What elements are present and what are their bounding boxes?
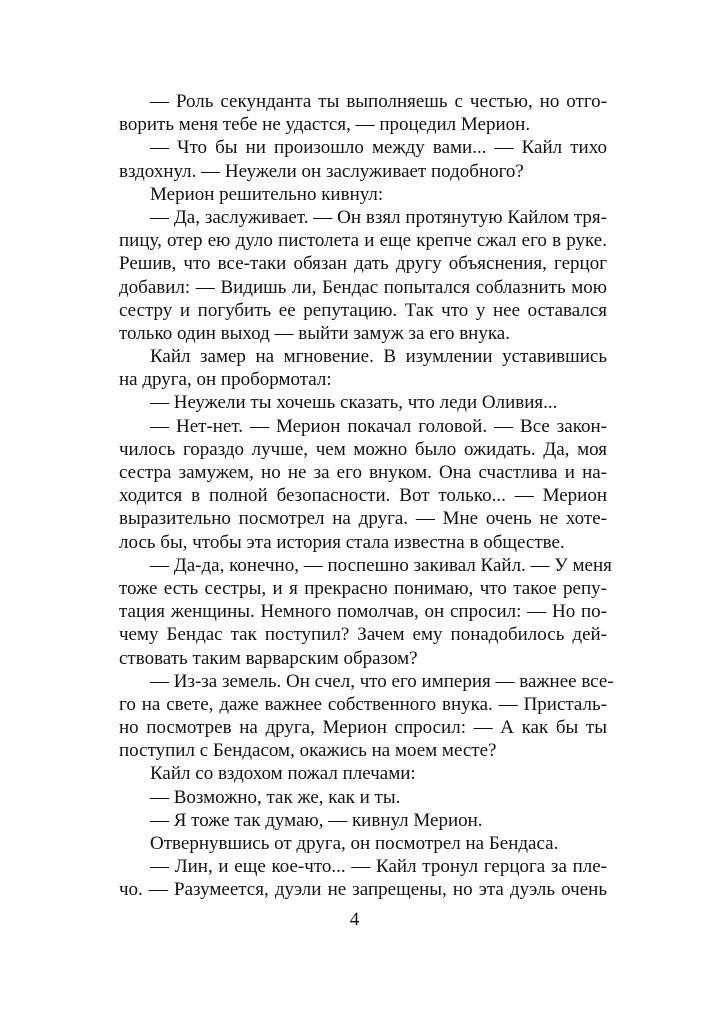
text-line: го на свете, даже важнее собственного внука. — Присталь- bbox=[119, 693, 607, 715]
text-line: — Я тоже так думаю, — кивнул Мерион. bbox=[150, 809, 483, 831]
text-line: — Нет-нет. — Мерион покачал головой. — Все закон- bbox=[150, 415, 607, 437]
text-line: тоже есть сестры, и я прекрасно понимаю, что такое репу- bbox=[119, 577, 607, 599]
text-line: Решив, что все-таки обязан дать другу объяснения, герцог bbox=[119, 253, 607, 275]
text-line: — Лин, и еще кое-что... — Кайл тронул герцога за пле- bbox=[150, 856, 607, 878]
text-line: лось бы, чтобы эта история стала известна в обществе. bbox=[119, 531, 565, 553]
text-line: Отвернувшись от друга, он посмотрел на Бендаса. bbox=[150, 833, 559, 854]
text-line: сестра замужем, но не за его внуком. Она счастлива и на- bbox=[119, 462, 607, 483]
text-line: пицу, отер ею дуло пистолета и еще крепче сжал его в руке. bbox=[119, 230, 607, 252]
page-number: 4 bbox=[349, 909, 360, 930]
text-line: Кайл со вздохом пожал плечами: bbox=[150, 763, 416, 785]
text-line: — Что бы ни произошло между вами... — Кайл тихо bbox=[150, 137, 607, 159]
text-line: тация женщины. Немного помолчав, он спросил: — Но по- bbox=[119, 601, 607, 623]
text-line: выразительно посмотрел на друга. — Мне очень не хоте- bbox=[119, 508, 607, 530]
text-line: — Из-за земель. Он счел, что его империя — важнее все- bbox=[150, 670, 614, 692]
page-body bbox=[119, 90, 614, 902]
text-line: поступил с Бендасом, окажись на моем месте? bbox=[119, 740, 497, 762]
text-line: — Да-да, конечно, — поспешно закивал Кайл. — У меня bbox=[150, 554, 612, 576]
text-line: чилось гораздо лучше, чем можно было ожидать. Да, моя bbox=[119, 438, 607, 460]
text-line: ствовать таким варварским образом? bbox=[119, 647, 418, 669]
text-line: на друга, он пробормотал: bbox=[119, 369, 332, 391]
text-line: вздохнул. — Неужели он заслуживает подобного? bbox=[119, 160, 524, 182]
text-line: ходится в полной безопасности. Вот только... — Мерион bbox=[119, 485, 607, 507]
text-line: сестру и погубить ее репутацию. Так что у нее оставался bbox=[119, 299, 607, 321]
text-line: — Возможно, так же, как и ты. bbox=[150, 786, 401, 808]
text-line: ворить меня тебе не удастся, — процедил Мерион. bbox=[119, 114, 531, 136]
text-line: Кайл замер на мгновение. В изумлении уставившись bbox=[150, 346, 607, 368]
text-line: — Роль секунданта ты выполняешь с честью, но отго- bbox=[150, 91, 607, 112]
text-line: добавил: — Видишь ли, Бендас попытался соблазнить мою bbox=[119, 276, 607, 298]
text-line: чему Бендас так поступил? Зачем ему понадобилось дей- bbox=[119, 624, 607, 646]
text-line: чо. — Разумеется, дуэли не запрещены, но эта дуэль очень bbox=[119, 879, 607, 901]
text-line: — Неужели ты хочешь сказать, что леди Оливия... bbox=[150, 392, 558, 414]
text-line: Мерион решительно кивнул: bbox=[150, 183, 384, 205]
text-line: только один выход — выйти замуж за его внука. bbox=[119, 322, 510, 344]
text-line: — Да, заслуживает. — Он взял протянутую Кайлом тря- bbox=[150, 206, 607, 228]
text-line: но посмотрев на друга, Мерион спросил: — А как бы ты bbox=[119, 717, 607, 739]
